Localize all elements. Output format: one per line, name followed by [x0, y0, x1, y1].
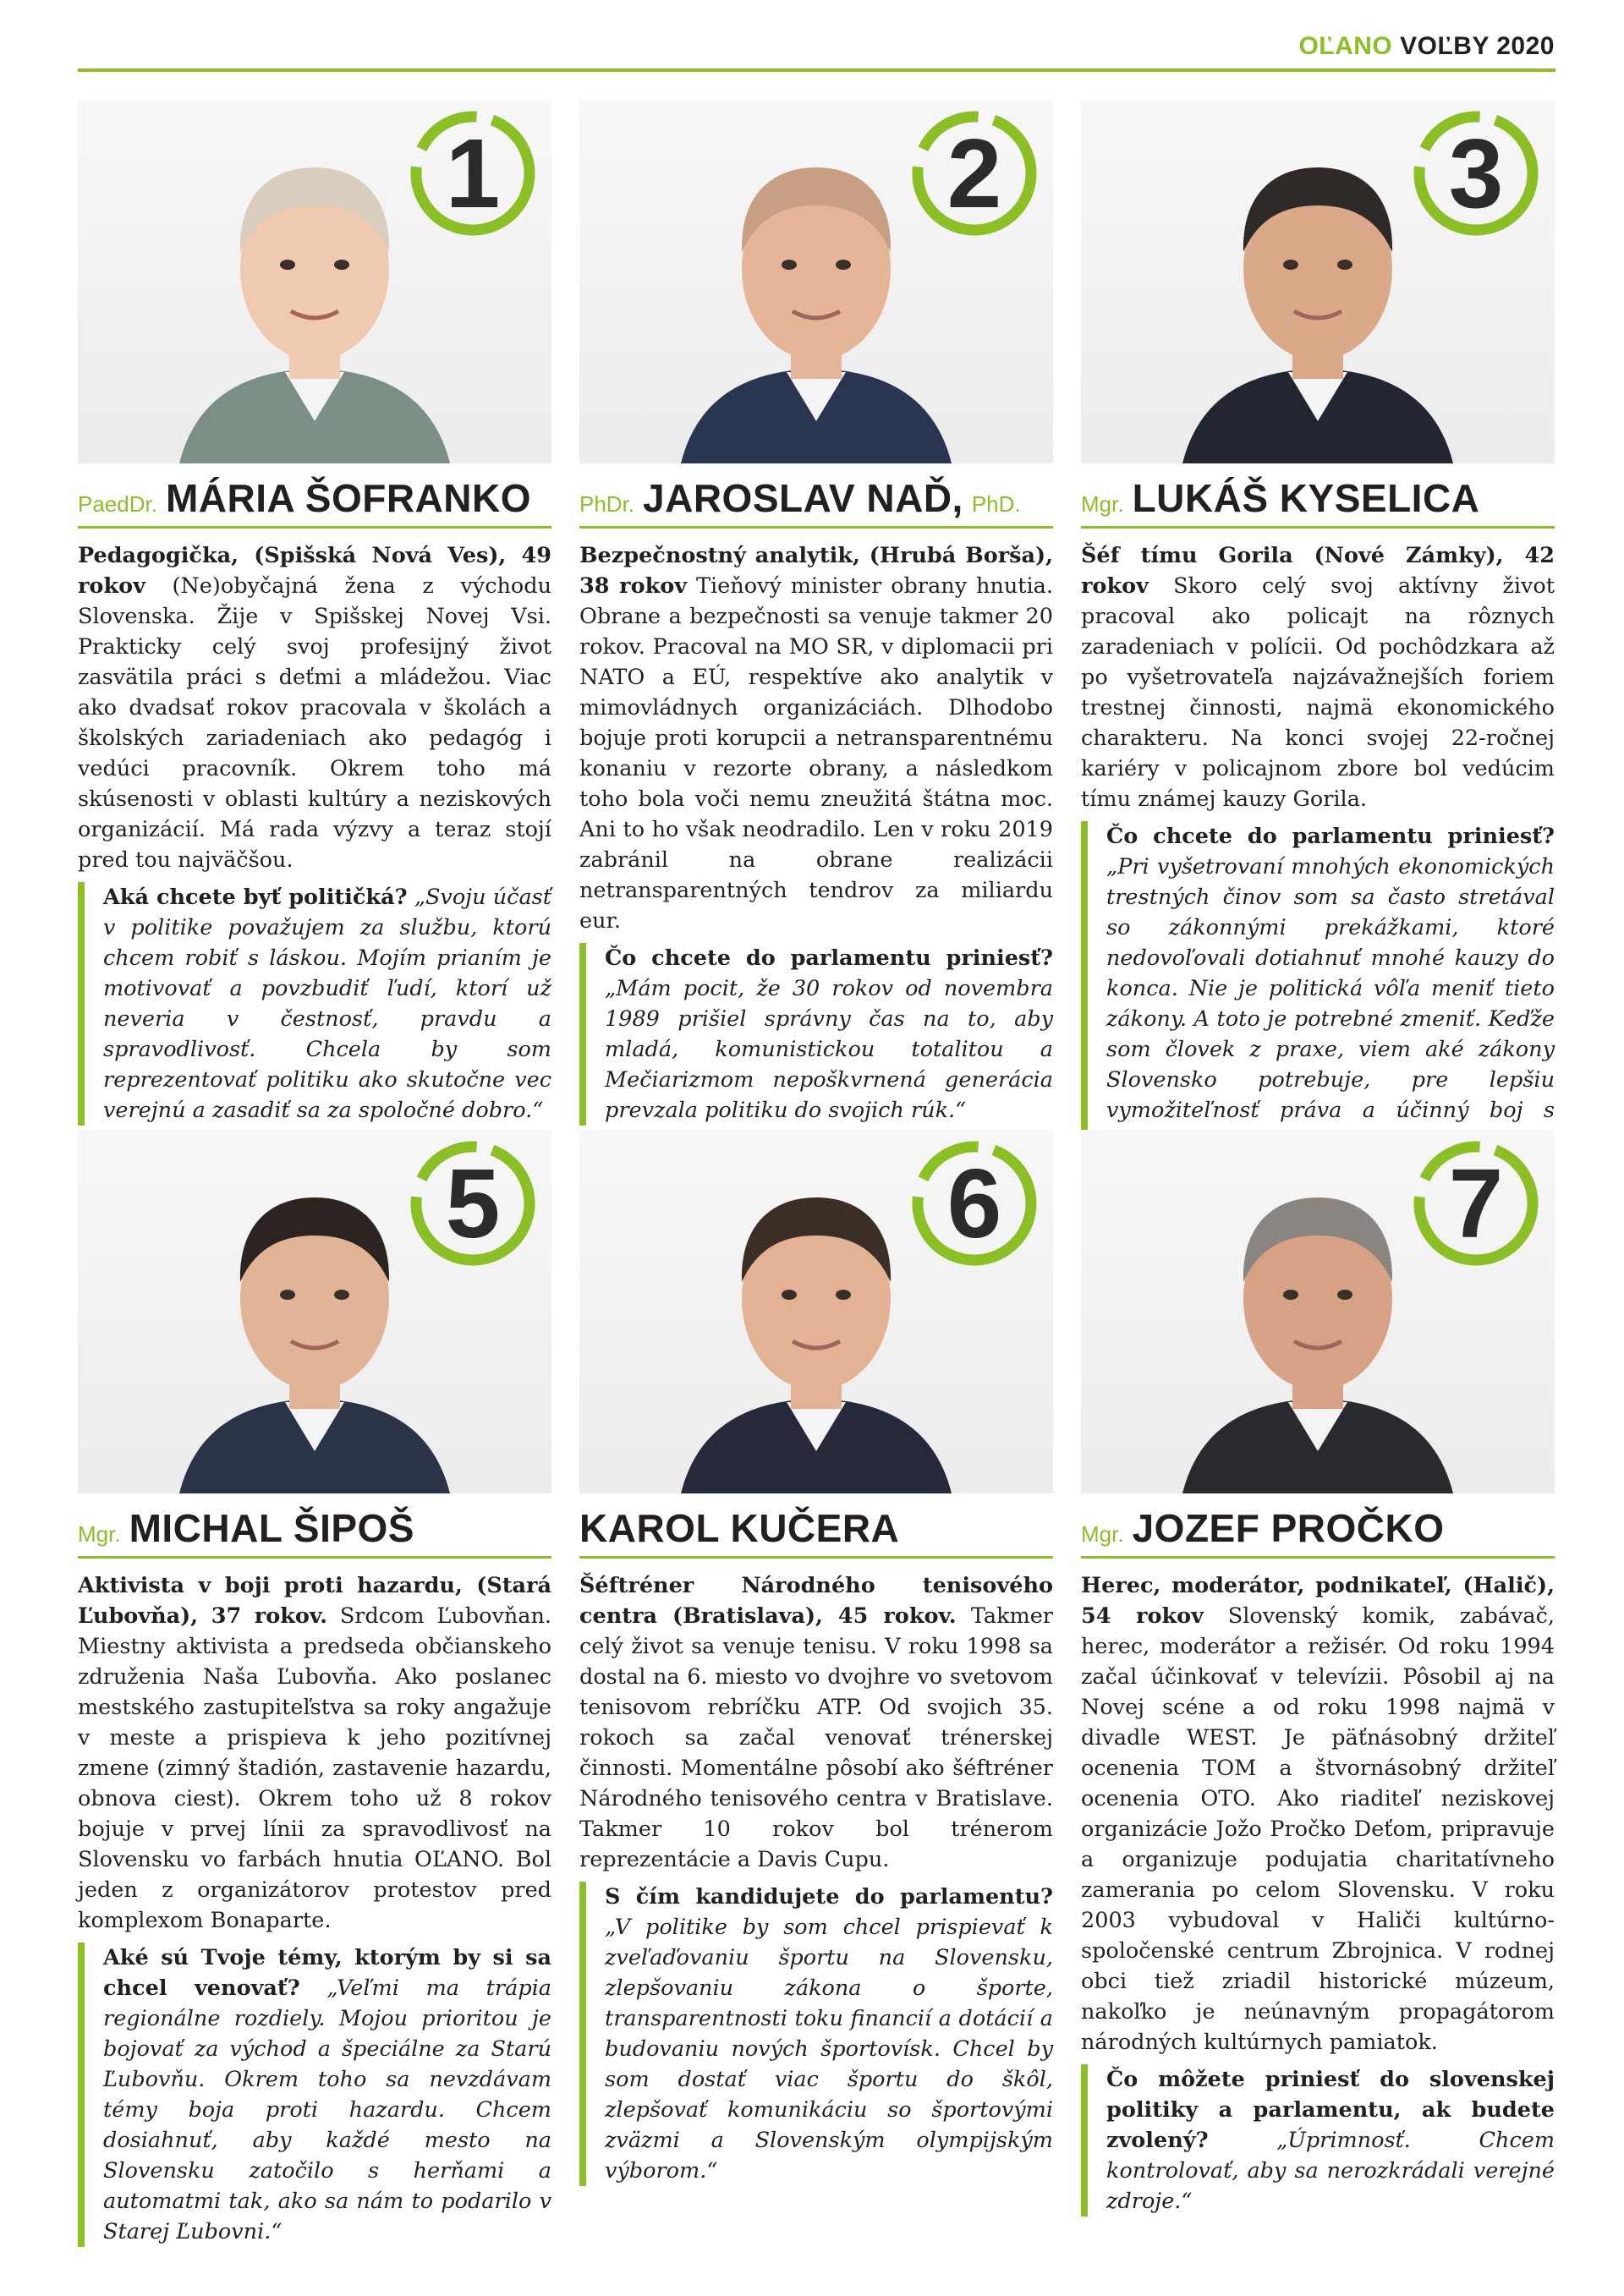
candidate-name-row: [579, 1505, 1053, 1559]
bio-lead: Šéftréner Národného tenisového centra (Bratislava), 45 rokov.: [579, 1573, 1053, 1629]
academic-title-before: Mgr.: [1081, 1521, 1124, 1547]
candidate-quote: [579, 1882, 1053, 2186]
bio-lead: Šéf tímu Gorila (Nové Zámky), 42 rokov: [1081, 543, 1555, 599]
candidate-quote: [78, 882, 551, 1126]
candidate-bio: [579, 540, 1053, 936]
candidate-photo: [579, 1130, 1053, 1493]
candidate-quote: [1081, 2064, 1555, 2217]
bio-text: Takmer celý život sa venuje tenisu. V roku 1998 sa dostal na 6. miesto vo dvojhre vo svetovom tenisovom rebríčku ATP. Od svojich 35. rokoch sa začal venovať trénerskej činnosti. Momentálne pôsobí ako šéftréner Národného tenisového centra v Bratislave. Takmer 10 rokov bol trénerom reprezentácie a Davis Cupu.: [579, 1603, 1053, 1872]
candidate-name: LUKÁŠ KYSELICA: [1132, 476, 1480, 520]
list-number-badge: [911, 1140, 1038, 1267]
header-rule: [78, 68, 1555, 72]
candidate-quote: [579, 943, 1053, 1126]
quote-question: S čím kandidujete do parlamentu?: [605, 1884, 1053, 1910]
quote-question: Aké sú Tvoje témy, ktorým by si sa chcel venovať?: [103, 1945, 551, 2001]
list-number-badge: [1413, 110, 1539, 237]
quote-answer: „Svoju účasť v politike považujem za službu, ktorú chcem robiť s láskou. Mojím prianím je motivovať a povzbudiť ľudí, ktorí už neveria v čestnosť, pravdu a spravodlivosť. Chcela by som reprezentovať politiku ako skutočne vec verejnú a zasadiť sa za spoločné dobro.“: [103, 885, 551, 1123]
quote-question: Čo chcete do parlamentu priniesť?: [605, 945, 1053, 971]
academic-title-before: PhDr.: [579, 491, 635, 517]
list-number: 1: [445, 118, 501, 228]
bio-text: Srdcom Ľubovňan. Miestny aktivista a predseda občianskeho združenia Naša Ľubovňa. Ako poslanec mestského zastupiteľstva sa roky angažuje v meste a prispieva k jeho pozitívnej zmene (zimný štadión, zastavenie hazardu, obnova ciest). Okrem toho už 8 rokov bojuje v prvej línii za spravodlivosť na Slovensku vo farbách hnutia OĽANO. Bol jeden z organizátorov protestov pred komplexom Bonaparte.: [78, 1603, 551, 1933]
brand-logo: [1298, 32, 1555, 61]
brand-election: VOĽBY 2020: [1400, 32, 1555, 60]
candidate-card-1: [78, 100, 551, 1126]
candidate-name-row: [1081, 475, 1555, 529]
quote-answer: „V politike by som chcel prispievať k zveľaďovaniu športu na Slovensku, zlepšovaniu zákona o športe, transparentnosti toku financií a dotácií a budovaniu nových športovísk. Chcel by som dostať viac športu do škôl, zlepšovať komunikáciu so športovými zväzmi a Slovenským olympijským výborom.“: [605, 1915, 1053, 2184]
candidate-name: MÁRIA ŠOFRANKO: [165, 476, 532, 520]
bio-lead: Herec, moderátor, podnikateľ, (Halič), 54 rokov: [1081, 1573, 1555, 1629]
candidate-card-5: [78, 1130, 551, 2247]
candidate-bio: [579, 1570, 1053, 1875]
candidate-photo: [1081, 100, 1555, 463]
academic-title-before: PaedDr.: [78, 491, 157, 517]
bio-text: Tieňový minister obrany hnutia. Obrane a bezpečnosti sa venuje takmer 20 rokov. Pracoval na MO SR, v diplomacii pri NATO a EÚ, respektíve ako analytik v mimovládnych organizáciách. Dlhodobo bojuje proti korupcii a netransparentnému konaniu v rezorte obrany, a následkom toho bola voči nemu zneužitá štátna moc. Ani to ho však neodradilo. Len v roku 2019 zabránil na obrane realizácii netransparentných tendrov za miliardu eur.: [579, 573, 1053, 934]
candidate-photo: [78, 1130, 551, 1493]
list-number: 5: [445, 1148, 501, 1258]
quote-question: Aká chcete byť političká?: [103, 885, 408, 910]
list-number: 6: [946, 1148, 1002, 1258]
quote-answer: „Úprimnosť. Chcem kontrolovať, aby sa nerozkrádali verejné zdroje.“: [1106, 2128, 1555, 2214]
quote-answer: „Pri vyšetrovaní mnohých ekonomických trestných činov som sa často stretával so zákonnými prekážkami, ktoré nedovoľovali dotiahnuť mnohé kauzy do konca. Nie je politická vôľa meniť tieto zákony. A toto je potrebné zmeniť. Keďže som človek z praxe, viem aké zákony Slovensko potrebuje, pre lepšiu vymožiteľnosť práva a účinný boj s: [1106, 854, 1555, 1123]
candidate-photo: [78, 100, 551, 463]
list-number-badge: [911, 110, 1038, 237]
list-number: 7: [1448, 1148, 1504, 1258]
quote-question: Čo môžete priniesť do slovenskej politiky a parlamentu, ak budete zvolený?: [1106, 2067, 1555, 2153]
list-number: 2: [946, 118, 1002, 228]
candidate-card-7: [1081, 1130, 1555, 2217]
list-number: 3: [1448, 118, 1504, 228]
bio-lead: Pedagogička, (Spišská Nová Ves), 49 rokov: [78, 543, 551, 599]
academic-title-before: Mgr.: [1081, 491, 1124, 517]
bio-lead: Aktivista v boji proti hazardu, (Stará Ľubovňa), 37 rokov.: [78, 1573, 551, 1629]
bio-text: Skoro celý svoj aktívny život pracoval ako policajt na rôznych zaradeniach v polícii. Od pochôdzkara až po vyšetrovateľa najzávažnejších foriem trestnej činnosti, najmä ekonomického charakteru. Na konci svojej 22-ročnej kariéry v policajnom zbore bol vedúcim tímu známej kauzy Gorila.: [1081, 573, 1555, 812]
candidate-photo: [579, 100, 1053, 463]
list-number-badge: [409, 1140, 536, 1267]
bio-text: Slovenský komik, zabávač, herec, moderátor a režisér. Od roku 1994 začal účinkovať v televízii. Pôsobil aj na Novej scéne a od roku 1998 najmä v divadle WEST. Je päťnásobný držiteľ ocenenia TOM a štvornásobný držiteľ ocenenia OTO. Ako riaditeľ neziskovej organizácie Jožo Pročko Deťom, pripravuje a organizuje podujatia charitatívneho zamerania po celom Slovensku. V roku 2003 vybudoval v Haliči kultúrno-spoločenské centrum Zbrojnica. V rodnej obci tiež zriadil historické múzeum, nakoľko je neúnavným propagátorom národných kultúrnych pamiatok.: [1081, 1603, 1555, 2055]
list-number-badge: [1413, 1140, 1539, 1267]
quote-answer: „Veľmi ma trápia regionálne rozdiely. Mojou prioritou je bojovať za východ a špeciálne za Starú Ľubovňu. Okrem toho sa nevzdávam témy boja proti hazardu. Chcem dosiahnuť, aby každé mesto na Slovensku zatočilo s herňami a automatmi tak, ako sa nám to podarilo v Starej Ľubovni.“: [103, 1975, 551, 2244]
bio-lead: Bezpečnostný analytik, (Hrubá Borša), 38 rokov: [579, 543, 1053, 599]
quote-answer: „Mám pocit, že 30 rokov od novembra 1989 prišiel správny čas na to, aby mladá, komunistickou totalitou a Mečiarizmom nepoškvrnená generácia prevzala politiku do svojich rúk.“: [605, 976, 1053, 1123]
candidate-name: JAROSLAV NAĎ,: [643, 476, 963, 520]
candidate-name-row: [78, 475, 551, 529]
candidate-name: JOZEF PROČKO: [1132, 1506, 1445, 1550]
candidate-card-3: [1081, 100, 1555, 1186]
candidate-bio: [1081, 1570, 1555, 2058]
candidate-bio: [78, 1570, 551, 1936]
bio-text: (Ne)obyčajná žena z východu Slovenska. Žije v Spišskej Novej Vsi. Prakticky celý svoj profesijný život zasvätila práci s deťmi a mládežou. Viac ako dvadsať rokov pracovala v školách a školských zariadeniach ako pedagóg i vedúci pracovník. Okrem toho má skúsenosti v oblasti kultúry a neziskových organizácií. Má rada výzvy a teraz stojí pred tou najväčšou.: [78, 573, 551, 873]
candidate-card-2: [579, 100, 1053, 1126]
candidate-card-6: [579, 1130, 1053, 2186]
candidate-name-row: [1081, 1505, 1555, 1559]
candidate-bio: [1081, 540, 1555, 814]
brand-party: OĽANO: [1298, 32, 1393, 60]
candidate-bio: [78, 540, 551, 875]
candidate-name-row: [78, 1505, 551, 1559]
list-number-badge: [409, 110, 536, 237]
candidate-quote: [78, 1943, 551, 2247]
academic-title-after: PhD.: [971, 491, 1021, 517]
candidate-photo: [1081, 1130, 1555, 1493]
quote-question: Čo chcete do parlamentu priniesť?: [1106, 824, 1555, 849]
candidate-name: KAROL KUČERA: [579, 1506, 900, 1550]
candidate-name-row: [579, 475, 1053, 529]
candidate-name: MICHAL ŠIPOŠ: [129, 1506, 414, 1550]
academic-title-before: Mgr.: [78, 1521, 121, 1547]
